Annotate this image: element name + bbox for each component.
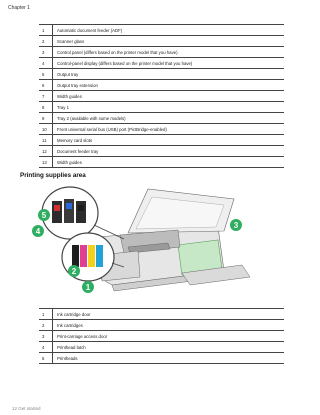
row-number: 6 <box>39 80 53 91</box>
callout-1 <box>82 281 94 293</box>
inset-printheads <box>42 187 124 239</box>
row-label: Tray 1 <box>53 102 285 113</box>
table-row <box>39 342 284 353</box>
row-number: 1 <box>39 25 53 36</box>
row-label: Ink cartridges <box>53 320 285 331</box>
row-label: Memory card slots <box>53 135 285 146</box>
callout-4 <box>32 225 44 237</box>
table-row <box>39 135 284 146</box>
callout-5 <box>38 209 50 221</box>
table-row <box>39 91 284 102</box>
row-number: 4 <box>39 58 53 69</box>
row-label: Width guides <box>53 91 285 102</box>
row-number: 3 <box>39 331 53 342</box>
table-row <box>39 309 284 320</box>
page-footer: 12 Get started <box>12 406 41 411</box>
row-label: Control panel (differs based on the printer model that you have) <box>53 47 285 58</box>
printer-drawing <box>98 189 250 291</box>
row-number: 10 <box>39 124 53 135</box>
table-row <box>39 102 284 113</box>
row-number: 8 <box>39 102 53 113</box>
row-label: Document feeder tray <box>53 146 285 157</box>
callout-number: 5 <box>41 211 47 220</box>
row-number: 7 <box>39 91 53 102</box>
table-row <box>39 58 284 69</box>
parts-table-supplies <box>39 308 284 364</box>
row-label: Print-carriage access door <box>53 331 285 342</box>
row-number: 12 <box>39 146 53 157</box>
callout-2 <box>68 265 80 277</box>
row-number: 9 <box>39 113 53 124</box>
table-row <box>39 146 284 157</box>
callout-number: 1 <box>85 283 91 292</box>
row-label: Printheads <box>53 353 285 364</box>
row-number: 13 <box>39 157 53 168</box>
table-row <box>39 157 284 168</box>
callout-number: 4 <box>35 227 41 236</box>
table-row <box>39 353 284 364</box>
table-row <box>39 47 284 58</box>
row-number: 5 <box>39 69 53 80</box>
row-label: Output tray extension <box>53 80 285 91</box>
parts-table-front <box>39 24 284 168</box>
callout-number: 2 <box>71 267 77 276</box>
table-row <box>39 124 284 135</box>
table-row <box>39 113 284 124</box>
table-row <box>39 69 284 80</box>
row-label: Control-panel display (differs based on the printer model that you have) <box>53 58 285 69</box>
row-number: 4 <box>39 342 53 353</box>
table-row <box>39 331 284 342</box>
row-label: Ink cartridge door <box>53 309 285 320</box>
row-number: 3 <box>39 47 53 58</box>
chapter-header: Chapter 1 <box>8 5 30 11</box>
row-number: 2 <box>39 320 53 331</box>
row-label: Scanner glass <box>53 36 285 47</box>
callout-number: 3 <box>233 221 239 230</box>
row-label: Width guides <box>53 157 285 168</box>
row-label: Automatic document feeder (ADF) <box>53 25 285 36</box>
row-number: 1 <box>39 309 53 320</box>
table-row <box>39 320 284 331</box>
table-row <box>39 36 284 47</box>
printer-supplies-illustration <box>28 185 258 295</box>
row-label: Printhead latch <box>53 342 285 353</box>
row-label: Tray 2 (available with some models) <box>53 113 285 124</box>
row-number: 11 <box>39 135 53 146</box>
section-heading: Printing supplies area <box>20 172 86 179</box>
row-label: Output tray <box>53 69 285 80</box>
row-number: 5 <box>39 353 53 364</box>
table-row <box>39 80 284 91</box>
callout-3 <box>230 219 242 231</box>
row-number: 2 <box>39 36 53 47</box>
table-row <box>39 25 284 36</box>
row-label: Front universal serial bus (USB) port (PictBridge-enabled) <box>53 124 285 135</box>
